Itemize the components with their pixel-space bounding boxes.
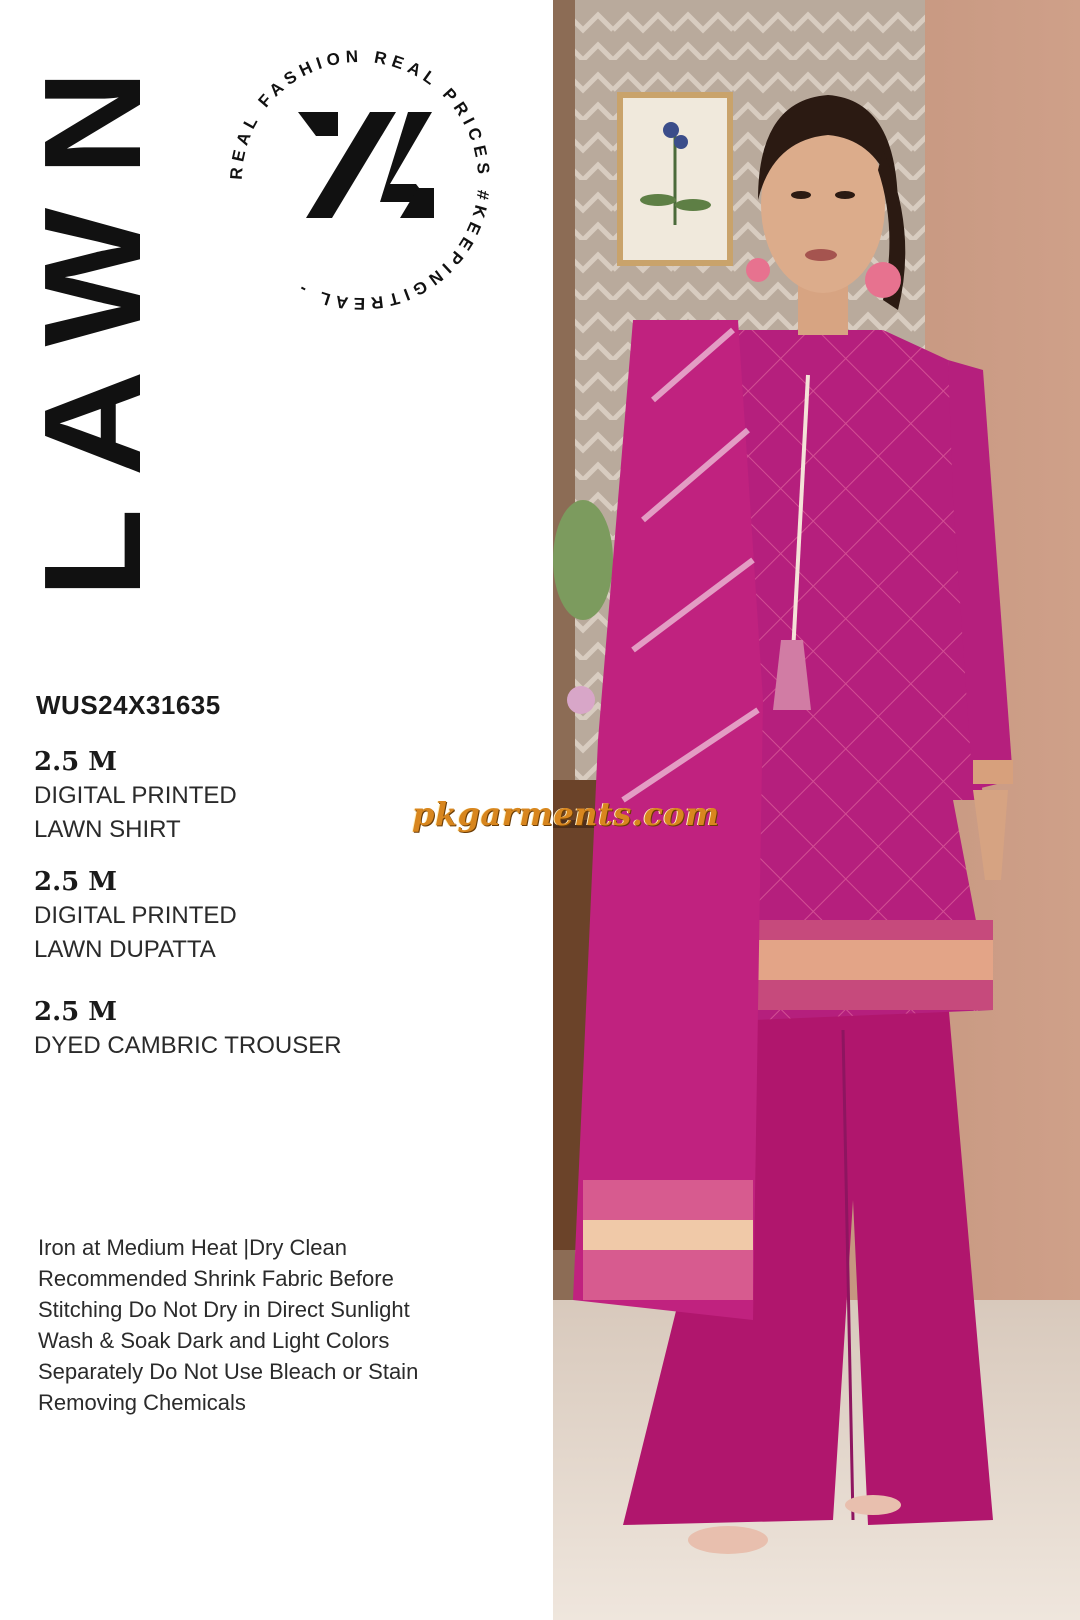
care-instructions bbox=[38, 1232, 478, 1418]
svg-text:REAL FASHION REAL PRICES #KEEP bbox=[227, 47, 494, 313]
spec-description: DYED CAMBRIC TROUSER bbox=[34, 1032, 342, 1059]
slash-l-logo-icon bbox=[298, 112, 434, 218]
brand-badge bbox=[220, 40, 500, 320]
product-code: WUS24X31635 bbox=[36, 690, 221, 720]
care-line: Stitching Do Not Dry in Direct Sunlight bbox=[38, 1297, 410, 1322]
spec-description: DIGITAL PRINTED bbox=[34, 782, 237, 809]
care-line: Wash & Soak Dark and Light Colors bbox=[38, 1328, 390, 1353]
care-line: Separately Do Not Use Bleach or Stain bbox=[38, 1359, 419, 1384]
care-line: Removing Chemicals bbox=[38, 1390, 246, 1415]
spec-quantity: 2.5 M bbox=[34, 997, 118, 1027]
spec-quantity: 2.5 M bbox=[34, 747, 118, 777]
spec-dupatta bbox=[34, 865, 237, 967]
spec-description: LAWN SHIRT bbox=[34, 816, 181, 843]
spec-quantity: 2.5 M bbox=[34, 867, 118, 897]
collection-title bbox=[0, 0, 170, 640]
watermark-text: pkgarments.com bbox=[412, 795, 720, 833]
collection-title-text: LAWN bbox=[16, 71, 170, 598]
spec-shirt bbox=[34, 745, 237, 847]
care-line: Iron at Medium Heat |Dry Clean bbox=[38, 1235, 347, 1260]
spec-description: DIGITAL PRINTED bbox=[34, 902, 237, 929]
care-line: Recommended Shrink Fabric Before bbox=[38, 1266, 394, 1291]
badge-ring-text: REAL FASHION REAL PRICES #KEEPINGITREAL - bbox=[226, 46, 494, 314]
spec-trouser bbox=[34, 995, 342, 1063]
spec-description: LAWN DUPATTA bbox=[34, 936, 216, 963]
